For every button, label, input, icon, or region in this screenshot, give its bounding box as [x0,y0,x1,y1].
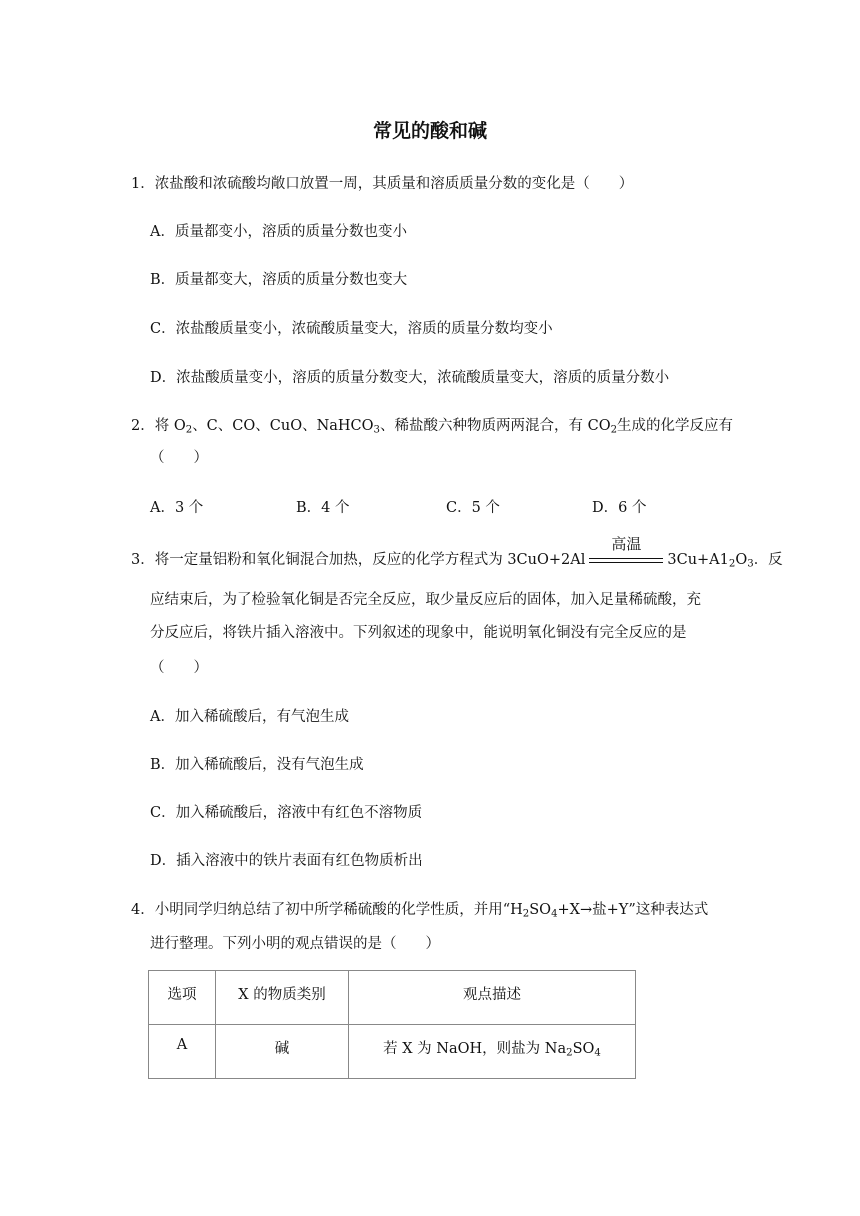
question-4-table [148,970,636,1079]
question-4-line-1: 4．小明同学归纳总结了初中所学稀硫酸的化学性质，并用“$H_2SO_4+X\to$盐+Y”这种表达式 [131,902,709,920]
question-1-option-d: D．浓盐酸质量变小，溶质的质量分数变大，浓硫酸质量变大，溶质的质量分数小 [150,370,670,386]
question-2-stem: 2．将 $O_2$、C、CO、CuO、NaHCO$_3$、稀盐酸六种物质两两混合，有 $CO_2$生成的化学反应有 [131,418,734,436]
reaction-condition-equals [585,535,667,569]
question-4-line-2: 进行整理。下列小明的观点错误的是（ ） [150,936,440,952]
table-cell: 碱 [216,1025,349,1079]
table-cell: 若 X 为 NaOH，则盐为 $Na_2SO_4$ [349,1025,636,1079]
question-3-option-b: B．加入稀硫酸后，没有气泡生成 [150,757,364,773]
table-header-cell: 观点描述 [349,971,636,1025]
table-header-row [149,971,636,1025]
reaction-condition: 高温 [611,535,642,553]
page-title: 常见的酸和碱 [372,120,487,142]
question-1-option-c: C．浓盐酸质量变小，浓硫酸质量变大，溶质的质量分数均变小 [150,321,553,337]
question-1-option-a: A．质量都变小，溶质的质量分数也变小 [150,224,407,240]
question-2-option-c: C．5 个 [446,500,500,516]
question-2-option-a: A．3 个 [150,500,204,516]
question-3-line-2: 应结束后，为了检验氧化铜是否完全反应，取少量反应后的固体，加入足量稀硫酸，充 [150,592,701,608]
question-1-option-b: B．质量都变大，溶质的质量分数也变大 [150,272,408,288]
table-header-cell: X 的物质类别 [216,971,349,1025]
question-3-option-d: D．插入溶液中的铁片表面有红色物质析出 [150,853,423,869]
question-3-option-a: A．加入稀硫酸后，有气泡生成 [150,709,349,725]
question-3-option-c: C．加入稀硫酸后，溶液中有红色不溶物质 [150,805,423,821]
question-2-blank: （ ） [150,450,208,466]
table-header-cell: 选项 [149,971,216,1025]
question-3-line-3: 分反应后，将铁片插入溶液中。下列叙述的现象中，能说明氧化铜没有完全反应的是 [150,625,687,641]
question-3-line-1: 3．将一定量铝粉和氧化铜混合加热，反应的化学方程式为 3CuO+2Al 高温 $3Cu+A1_2O_3$．反 [131,535,783,570]
question-2-option-d: D．6 个 [592,500,647,516]
question-3-blank: （ ） [150,660,208,676]
table-row [149,1025,636,1079]
table-cell: A [149,1025,216,1079]
question-1-stem: 1．浓盐酸和浓硫酸均敞口放置一周，其质量和溶质质量分数的变化是（ ） [131,176,634,192]
question-2-option-b: B．4 个 [296,500,350,516]
